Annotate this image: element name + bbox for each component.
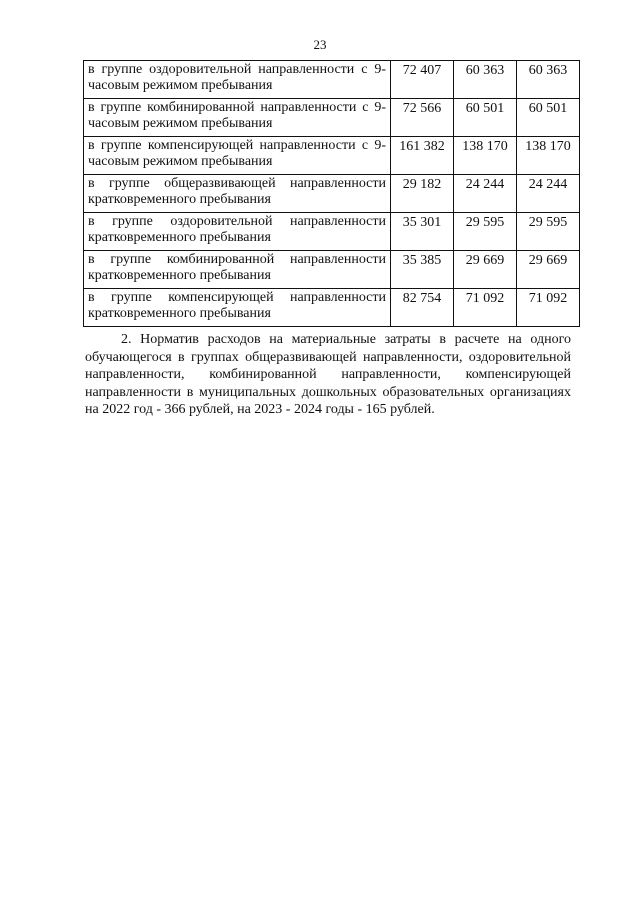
table-row: [84, 289, 580, 327]
value-cell: 60 501: [454, 99, 517, 137]
page-number: 23: [313, 37, 327, 52]
table-row: [84, 213, 580, 251]
value-cell: 72 407: [391, 61, 454, 99]
table-row: [84, 61, 580, 99]
value-cell: 24 244: [517, 175, 580, 213]
row-label: в группе компенсирующей направленности с 9-часовым режимом пребывания: [84, 137, 391, 175]
value-cell: 35 385: [391, 251, 454, 289]
table-row: [84, 137, 580, 175]
norms-table: [83, 60, 580, 327]
value-cell: 60 501: [517, 99, 580, 137]
value-cell: 24 244: [454, 175, 517, 213]
row-label: в группе комбинированной направленности кратковременного пребывания: [84, 251, 391, 289]
value-cell: 29 669: [454, 251, 517, 289]
paragraph-body: 2. Норматив расходов на материальные затраты в расчете на одного обучающегося в группах общеразвивающей направленности, оздоровительной направленности, комбинированной направленности, компенсирующей направленности в муниципальных дошкольных образовательных организациях на 2022 год - 366 рублей, на 2023 - 2024 годы - 165 рублей.: [85, 332, 571, 417]
value-cell: 82 754: [391, 289, 454, 327]
table-row: [84, 99, 580, 137]
value-cell: 71 092: [517, 289, 580, 327]
norm-paragraph: [85, 331, 571, 419]
value-cell: 35 301: [391, 213, 454, 251]
row-label: в группе оздоровительной направленности кратковременного пребывания: [84, 213, 391, 251]
value-cell: 60 363: [517, 61, 580, 99]
row-label: в группе оздоровительной направленности с 9-часовым режимом пребывания: [84, 61, 391, 99]
paragraph-text: [85, 331, 571, 419]
value-cell: 60 363: [454, 61, 517, 99]
value-cell: 138 170: [454, 137, 517, 175]
value-cell: 29 669: [517, 251, 580, 289]
row-label: в группе общеразвивающей направленности кратковременного пребывания: [84, 175, 391, 213]
value-cell: 29 595: [454, 213, 517, 251]
value-cell: 72 566: [391, 99, 454, 137]
value-cell: 138 170: [517, 137, 580, 175]
value-cell: 161 382: [391, 137, 454, 175]
value-cell: 29 595: [517, 213, 580, 251]
value-cell: 29 182: [391, 175, 454, 213]
row-label: в группе комбинированной направленности с 9-часовым режимом пребывания: [84, 99, 391, 137]
row-label: в группе компенсирующей направленности кратковременного пребывания: [84, 289, 391, 327]
table-row: [84, 175, 580, 213]
table-row: [84, 251, 580, 289]
value-cell: 71 092: [454, 289, 517, 327]
